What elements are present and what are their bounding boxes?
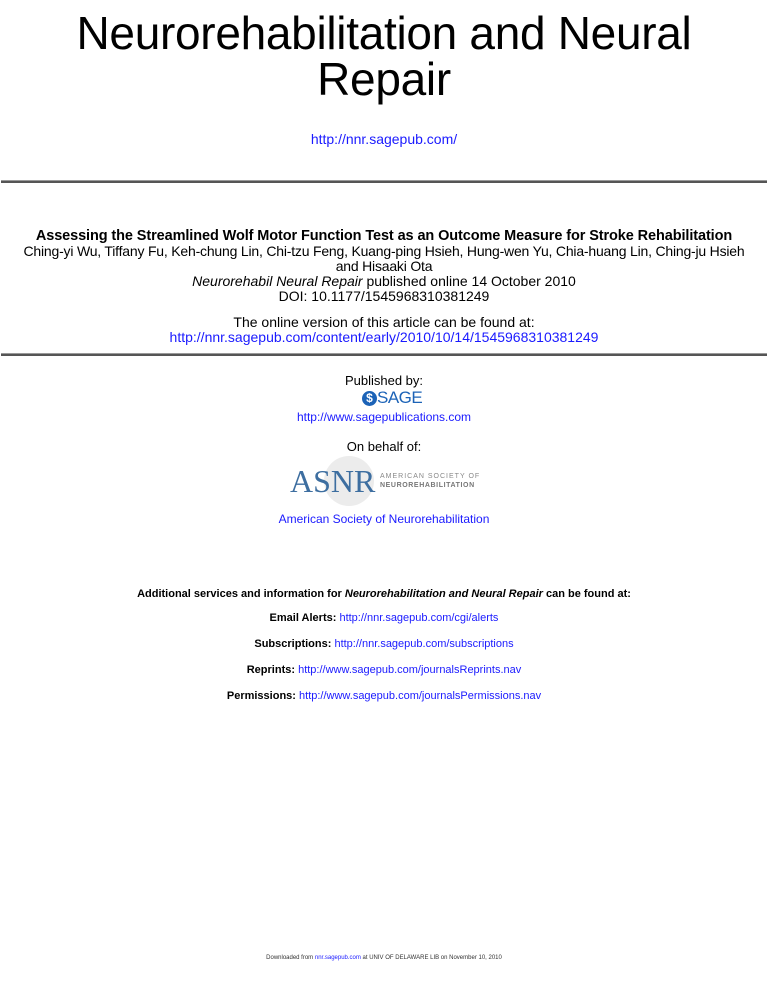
online-url-container <box>0 330 768 345</box>
society-name-link[interactable]: American Society of Neurorehabilitation <box>278 512 490 526</box>
article-title: Assessing the Streamlined Wolf Motor Function Test as an Outcome Measure for Stroke Rehabilitation <box>35 228 733 244</box>
asnr-subtitle-line2: NEUROREHABILITATION <box>380 482 475 489</box>
authors-line1: Ching-yi Wu, Tiffany Fu, Keh-chung Lin, Chi-tzu Feng, Kuang-ping Hsieh, Hung-wen Yu, Chia-huang Lin, Ching-ju Hsieh <box>23 243 745 259</box>
footer-site-link[interactable]: nnr.sagepub.com <box>314 955 361 961</box>
permissions-link[interactable]: http://www.sagepub.com/journalsPermissions.nav <box>299 690 542 702</box>
services-header-journal: Neurorehabilitation and Neural Repair <box>344 588 543 600</box>
publisher-url-link[interactable]: http://www.sagepublications.com <box>296 410 472 424</box>
download-footer <box>0 954 768 962</box>
sage-s-icon: $ <box>362 391 377 406</box>
journal-url-container <box>0 131 768 147</box>
society-name-container <box>0 512 768 527</box>
doi: DOI: 10.1177/1545968310381249 <box>278 288 490 304</box>
divider-top <box>1 180 767 183</box>
email-alerts-link[interactable]: http://nnr.sagepub.com/cgi/alerts <box>339 612 499 624</box>
online-version-label: The online version of this article can be found at: <box>233 314 535 330</box>
asnr-logo <box>288 460 488 502</box>
journal-url-link[interactable]: http://nnr.sagepub.com/ <box>310 131 458 147</box>
reprints-link[interactable]: http://www.sagepub.com/journalsReprints.nav <box>298 664 522 676</box>
service-permissions <box>0 689 768 703</box>
asnr-subtitle-line1: AMERICAN SOCIETY OF <box>380 473 481 480</box>
publisher-url-container <box>0 410 768 425</box>
service-label: Reprints: <box>246 664 296 676</box>
authors-line2: and Hisaaki Ota <box>335 258 433 274</box>
published-by-label: Published by: <box>344 373 424 388</box>
services-header-prefix: Additional services and information for <box>137 588 345 600</box>
citation <box>0 274 768 289</box>
services-header <box>0 587 768 601</box>
sage-logo-text: SAGE <box>377 388 423 407</box>
service-label: Subscriptions: <box>254 638 332 650</box>
footer-prefix: Downloaded from <box>266 955 315 961</box>
service-label: Permissions: <box>226 690 296 702</box>
service-email-alerts <box>0 611 768 625</box>
journal-title-line2: Repair <box>317 53 451 105</box>
subscriptions-link[interactable]: http://nnr.sagepub.com/subscriptions <box>334 638 514 650</box>
journal-title-line1: Neurorehabilitation and Neural <box>76 7 692 59</box>
service-reprints <box>0 663 768 677</box>
online-version-link[interactable]: http://nnr.sagepub.com/content/early/2010/10/14/1545968310381249 <box>169 329 599 345</box>
service-label: Email Alerts: <box>269 612 337 624</box>
divider-middle <box>1 353 767 356</box>
asnr-logo-letters: ASNR <box>290 463 376 499</box>
asnr-logo-subtitle <box>380 472 480 490</box>
citation-journal: Neurorehabil Neural Repair <box>192 273 363 289</box>
service-subscriptions <box>0 637 768 651</box>
on-behalf-label: On behalf of: <box>346 439 422 454</box>
citation-date: published online 14 October 2010 <box>362 273 576 289</box>
sage-logo <box>362 388 422 408</box>
footer-suffix: at UNIV OF DELAWARE LIB on November 10, 2010 <box>360 955 502 961</box>
services-header-suffix: can be found at: <box>542 588 631 600</box>
